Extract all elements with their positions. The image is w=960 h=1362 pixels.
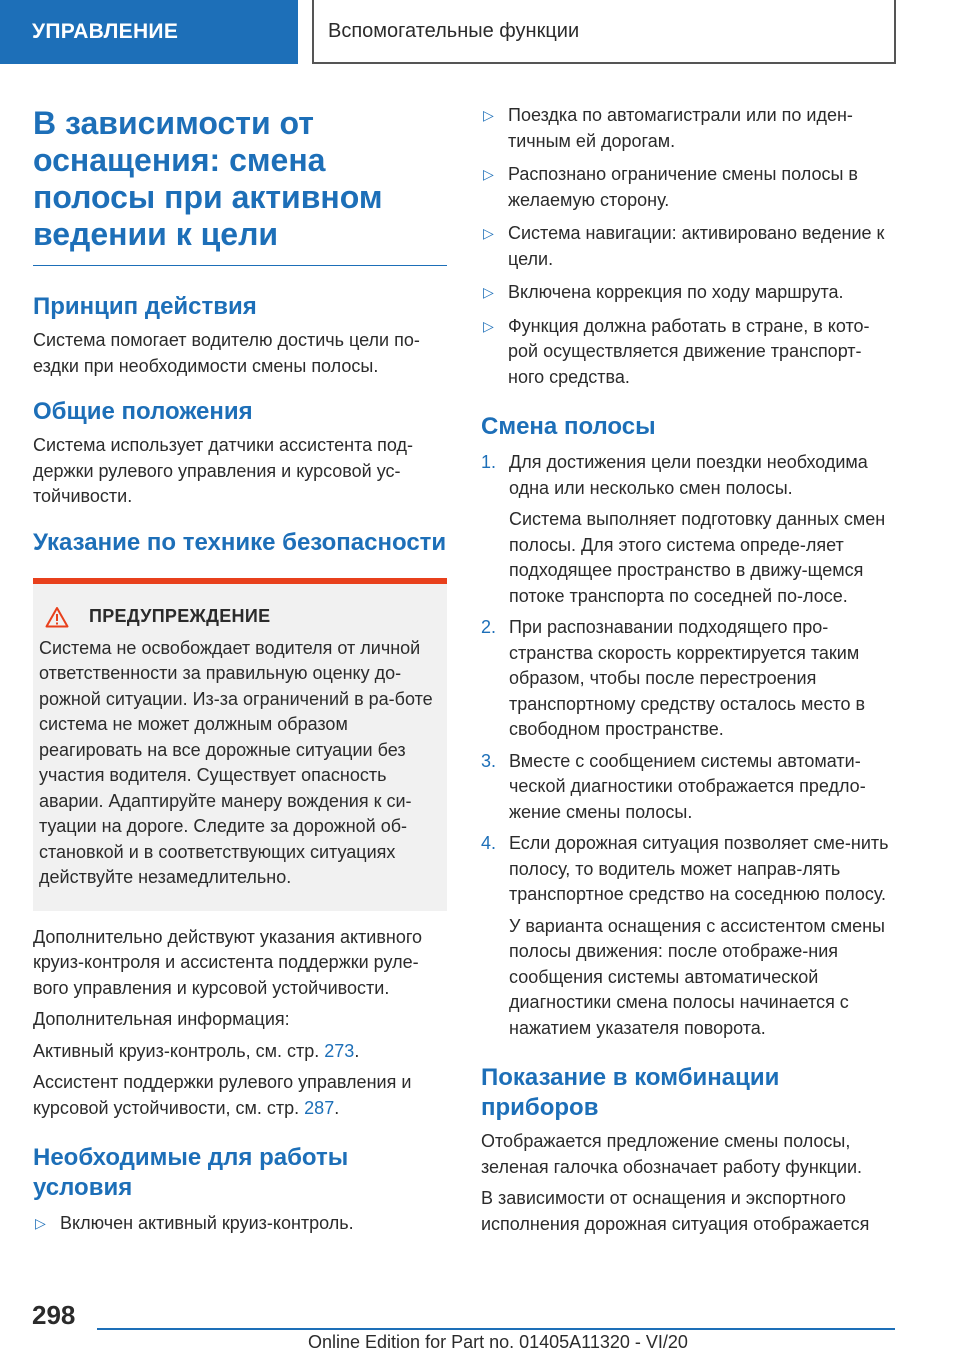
heading-conditions: Необходимые для работы условия [33,1144,349,1201]
reference-text: Ассистент поддержки рулевого управления и курсовой устойчивости, см. стр. [33,1072,412,1118]
list-item [481,280,895,306]
warning-header [39,606,439,628]
heading-general: Общие положения [33,398,253,425]
triangle-right-icon: ▷ [483,284,494,300]
list-item-text: Распознано ограничение смены полосы в желаемую сторону. [508,164,858,210]
list-item [481,221,895,272]
step-item [481,749,895,826]
title-divider [33,265,447,266]
reference-text: Активный круиз-контроль, см. стр. [33,1040,325,1061]
left-column [33,105,447,1237]
warning-box [33,578,447,911]
general-text: Система использует датчики ассистента под-держки рулевого управления и курсовой ус-тойчивости. [33,435,413,506]
page-title: В зависимости от оснащения: смена полосы при активном ведении к цели [33,105,383,252]
triangle-right-icon: ▷ [483,166,494,182]
reference-end: . [354,1040,360,1061]
cross-reference-steering [33,1070,447,1121]
step-text: При распознавании подходящего про-странства скорость корректируется таким образом, чтобы после перестроения транспортному средству осталось место в свободном пространстве. [509,617,866,739]
triangle-right-icon: ▷ [35,1215,46,1231]
step-text: Если дорожная ситуация позволяет сме-нить полосу, то водитель может направ-лять транспортное средство на соседнюю полосу. [509,833,889,904]
list-item [481,162,895,213]
step-item [481,615,895,743]
page-number: 298 [32,1300,76,1330]
list-item-text: Включен активный круиз-контроль. [60,1213,354,1233]
footer-divider [97,1328,895,1330]
display-text-2: В зависимости от оснащения и экспортного исполнения дорожная ситуация отображается [481,1188,870,1234]
page-link-287[interactable]: 287 [304,1097,335,1118]
heading-safety: Указание по технике безопасности [33,528,447,556]
right-column [481,103,895,1237]
step-number: 2. [481,617,497,637]
step-text: Вместе с сообщением системы автомати-ческой диагностики отображается предло-жение смены полосы. [509,750,866,822]
triangle-right-icon: ▷ [483,225,494,241]
list-item-text: Поездка по автомагистрали или по иден-тичным ей дорогам. [508,105,853,151]
reference-end: . [334,1097,340,1118]
heading-instrument-display: Показание в комбинации приборов [481,1064,780,1121]
step-number: 1. [481,452,497,472]
heading-lane-change: Смена полосы [481,413,656,440]
step-note: У варианта оснащения с ассистентом смены полосы движения: после отображе-ния сообщения системы автоматической диагностики смена полосы начинается с нажатием указателя поворота. [509,915,885,1038]
warning-triangle-icon [45,606,69,628]
more-info-label: Дополнительная информация: [33,1009,290,1029]
footer-edition: Online Edition for Part no. 01405A11320 - VI/20 [308,1332,688,1352]
list-item-text: Функция должна работать в стране, в кото-рой осуществляется движение транспорт-ного средства. [508,315,870,387]
list-item-text: Система навигации: активировано ведение к цели. [508,223,885,269]
step-item [481,450,895,501]
step-item [481,831,895,908]
warning-text: Система не освобождает водителя от личной ответственности за правильную оценку до-рожной ситуации. Из-за ограничений в ра-боте система не может должным образом реагировать на все дорожные ситуации без участия водителя. Существует опасность аварии. Адаптируйте манеру вождения к си-туации на дороге. Следите за дорожной об-становкой и в соответствующих ситуациях действуйте незамедлительно. [39,637,433,887]
triangle-right-icon: ▷ [483,317,494,334]
cross-reference-cruise [33,1039,447,1065]
list-item [481,103,895,154]
step-text: Для достижения цели поездки необходима одна или несколько смен полосы. [509,452,868,498]
triangle-right-icon: ▷ [483,107,494,123]
step-note: Система выполняет подготовку данных смен полосы. Для этого система опреде-ляет подходящее пространство в движу-щемся потоке транспорта по соседней по-лосе. [509,509,886,606]
step-number: 4. [481,833,497,853]
list-item [33,1211,447,1237]
list-item [481,314,895,391]
page-link-273[interactable]: 273 [324,1040,355,1061]
principle-text: Система помогает водителю достичь цели по-ездки при необходимости смены полосы. [33,330,420,376]
list-item-text: Включена коррекция по ходу маршрута. [508,282,844,302]
display-text-1: Отображается предложение смены полосы, зеленая галочка обозначает работу функции. [481,1131,863,1177]
heading-principle: Принцип действия [33,293,257,320]
section-title: Вспомогательные функции [312,0,896,64]
step-number: 3. [481,750,497,771]
additional-text: Дополнительно действуют указания активного круиз-контроля и ассистента поддержки руле-вого управления и курсовой устойчивости. [33,926,423,998]
chapter-tab: УПРАВЛЕНИЕ [0,0,298,64]
warning-title: ПРЕДУПРЕЖДЕНИЕ [89,606,271,626]
